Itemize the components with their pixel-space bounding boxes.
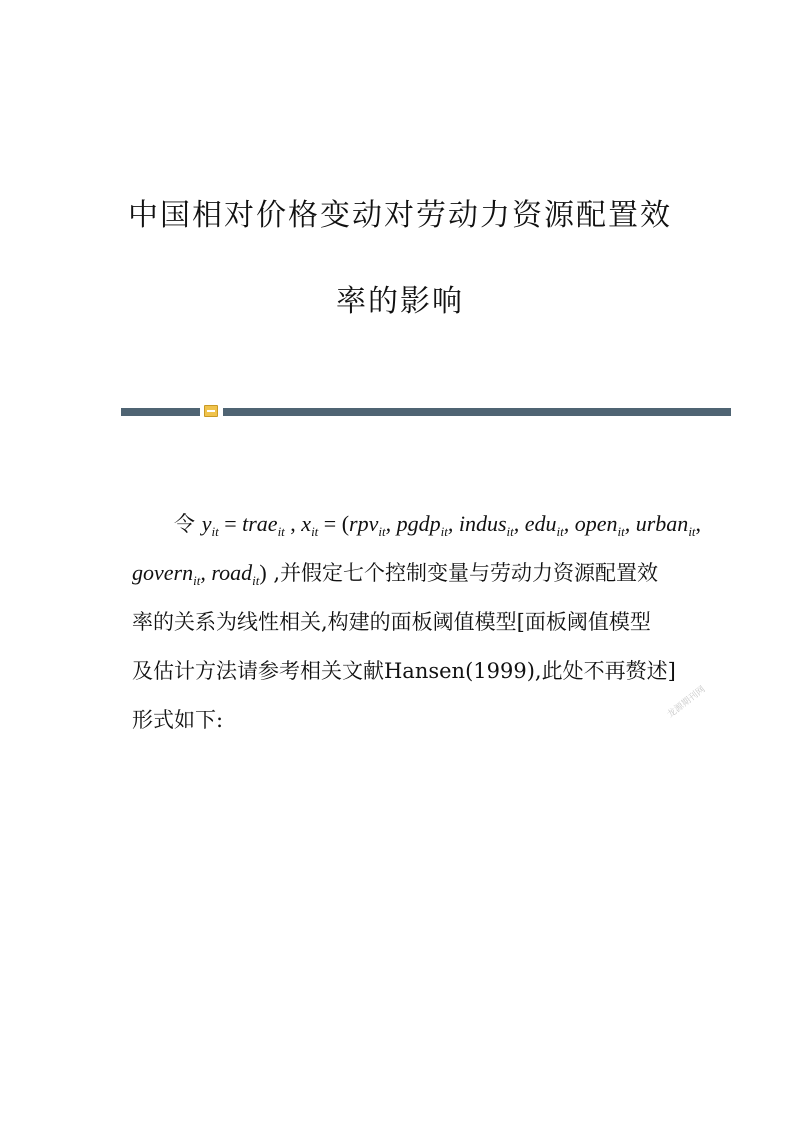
paragraph-line-1: 令 $y_{it}$ = trae$_{it}$ , $x_{it} = (rpv_{it}$, pgdp$_{it}$, indus$_{it}$, edu$_{it}$, open$_{it}$, urban$_{it}$, bbox=[174, 511, 702, 539]
paragraph-line-2: govern$_{it}$, road$_{it}$) ,并假定七个控制变量与劳动力资源配置效 bbox=[132, 560, 658, 588]
paragraph-line-3: 率的关系为线性相关,构建的面板阈值模型[面板阈值模型 bbox=[132, 610, 651, 634]
paragraph-line-4: 及估计方法请参考相关文献Hansen(1999),此处不再赘述] bbox=[132, 659, 676, 683]
document-icon bbox=[204, 405, 218, 417]
divider-left bbox=[121, 408, 200, 416]
divider-right bbox=[223, 408, 731, 416]
watermark: 龙源期刊网 bbox=[665, 684, 708, 721]
document-title-line-1: 中国相对价格变动对劳动力资源配置效 bbox=[128, 198, 672, 233]
document-title-line-2: 率的影响 bbox=[336, 284, 464, 319]
paragraph-line-5: 形式如下: bbox=[132, 708, 224, 732]
